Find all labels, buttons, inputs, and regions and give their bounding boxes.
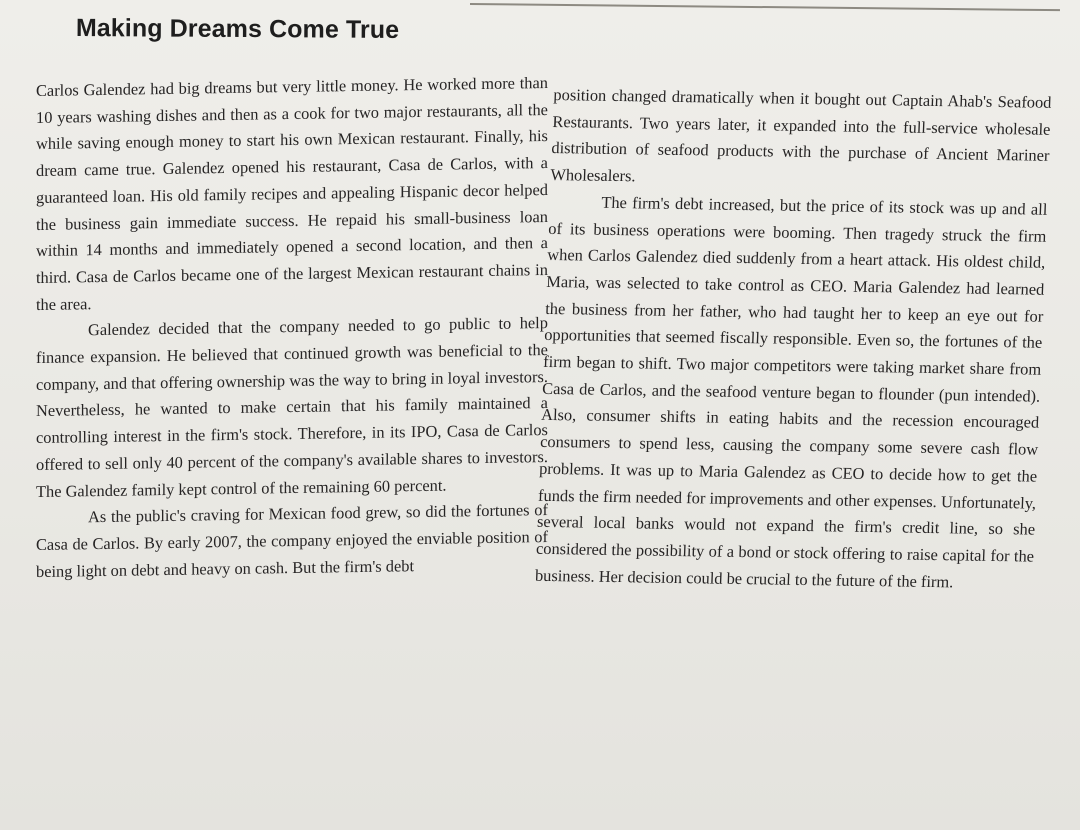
paragraph-2: Galendez decided that the company needed to go public to help finance expansion. He believed that continued growth was beneficial to the company, and that offering ownership was the way to bring in loyal investors. Nevertheless, he wanted to make certain that his family maintained a controlling interest in the firm's stock. Therefore, in its IPO, Casa de Carlos offered to sell only 40 percent of the company's available shares to investors. The Galendez family kept control of the remaining 60 percent. xyxy=(36,313,548,501)
left-column xyxy=(36,70,548,585)
paragraph-3: As the public's craving for Mexican food grew, so did the fortunes of Casa de Carlos. By early 2007, the company enjoyed the enviable position of being light on debt and heavy on cash. But the firm's debt xyxy=(36,500,548,581)
paragraph-4: The firm's debt increased, but the price of its stock was up and all of its business operations were booming. Then tragedy struck the firm when Carlos Galendez died suddenly from a heart attack. His oldest child, Maria, was selected to take control as CEO. Maria Galendez had learned the business from her father, who had taught her to keep an eye out for opportunities that seemed fiscally responsible. Even so, the fortunes of the firm began to shift. Two major competitors were taking market share from Casa de Carlos, and the seafood venture began to flounder (pun intended). Also, consumer shifts in eating habits and the recession encouraged consumers to spend less, causing the company some severe cash flow problems. It was up to Maria Galendez as CEO to decide how to get the funds the firm needed for improvements and other expenses. Unfortunately, several local banks would not expand the firm's credit line, so she considered the possibility of a bond or stock offering to raise capital for the business. Her decision could be crucial to the future of the firm. xyxy=(534,192,1048,591)
paragraph-3-continued: position changed dramatically when it bought out Captain Ahab's Seafood Restaurants. Two years later, it expanded into the full-service wholesale distribution of seafood products with the purchase of Ancient Mariner Wholesalers. xyxy=(550,84,1052,186)
paragraph-1: Carlos Galendez had big dreams but very little money. He worked more than 10 years washing dishes and then as a cook for two major restaurants, all the while saving enough money to start his own Mexican restaurant. Finally, his dream came true. Galendez opened his restaurant, Casa de Carlos, with a guaranteed loan. His old family recipes and appealing Hispanic decor helped the business gain immediate success. He repaid his small-business loan within 14 months and immediately opened a second location, and then a third. Casa de Carlos became one of the largest Mexican restaurant chains in the area. xyxy=(36,72,548,314)
right-column xyxy=(535,82,1052,597)
top-rule-line xyxy=(470,3,1060,11)
case-title: Making Dreams Come True xyxy=(75,14,400,44)
